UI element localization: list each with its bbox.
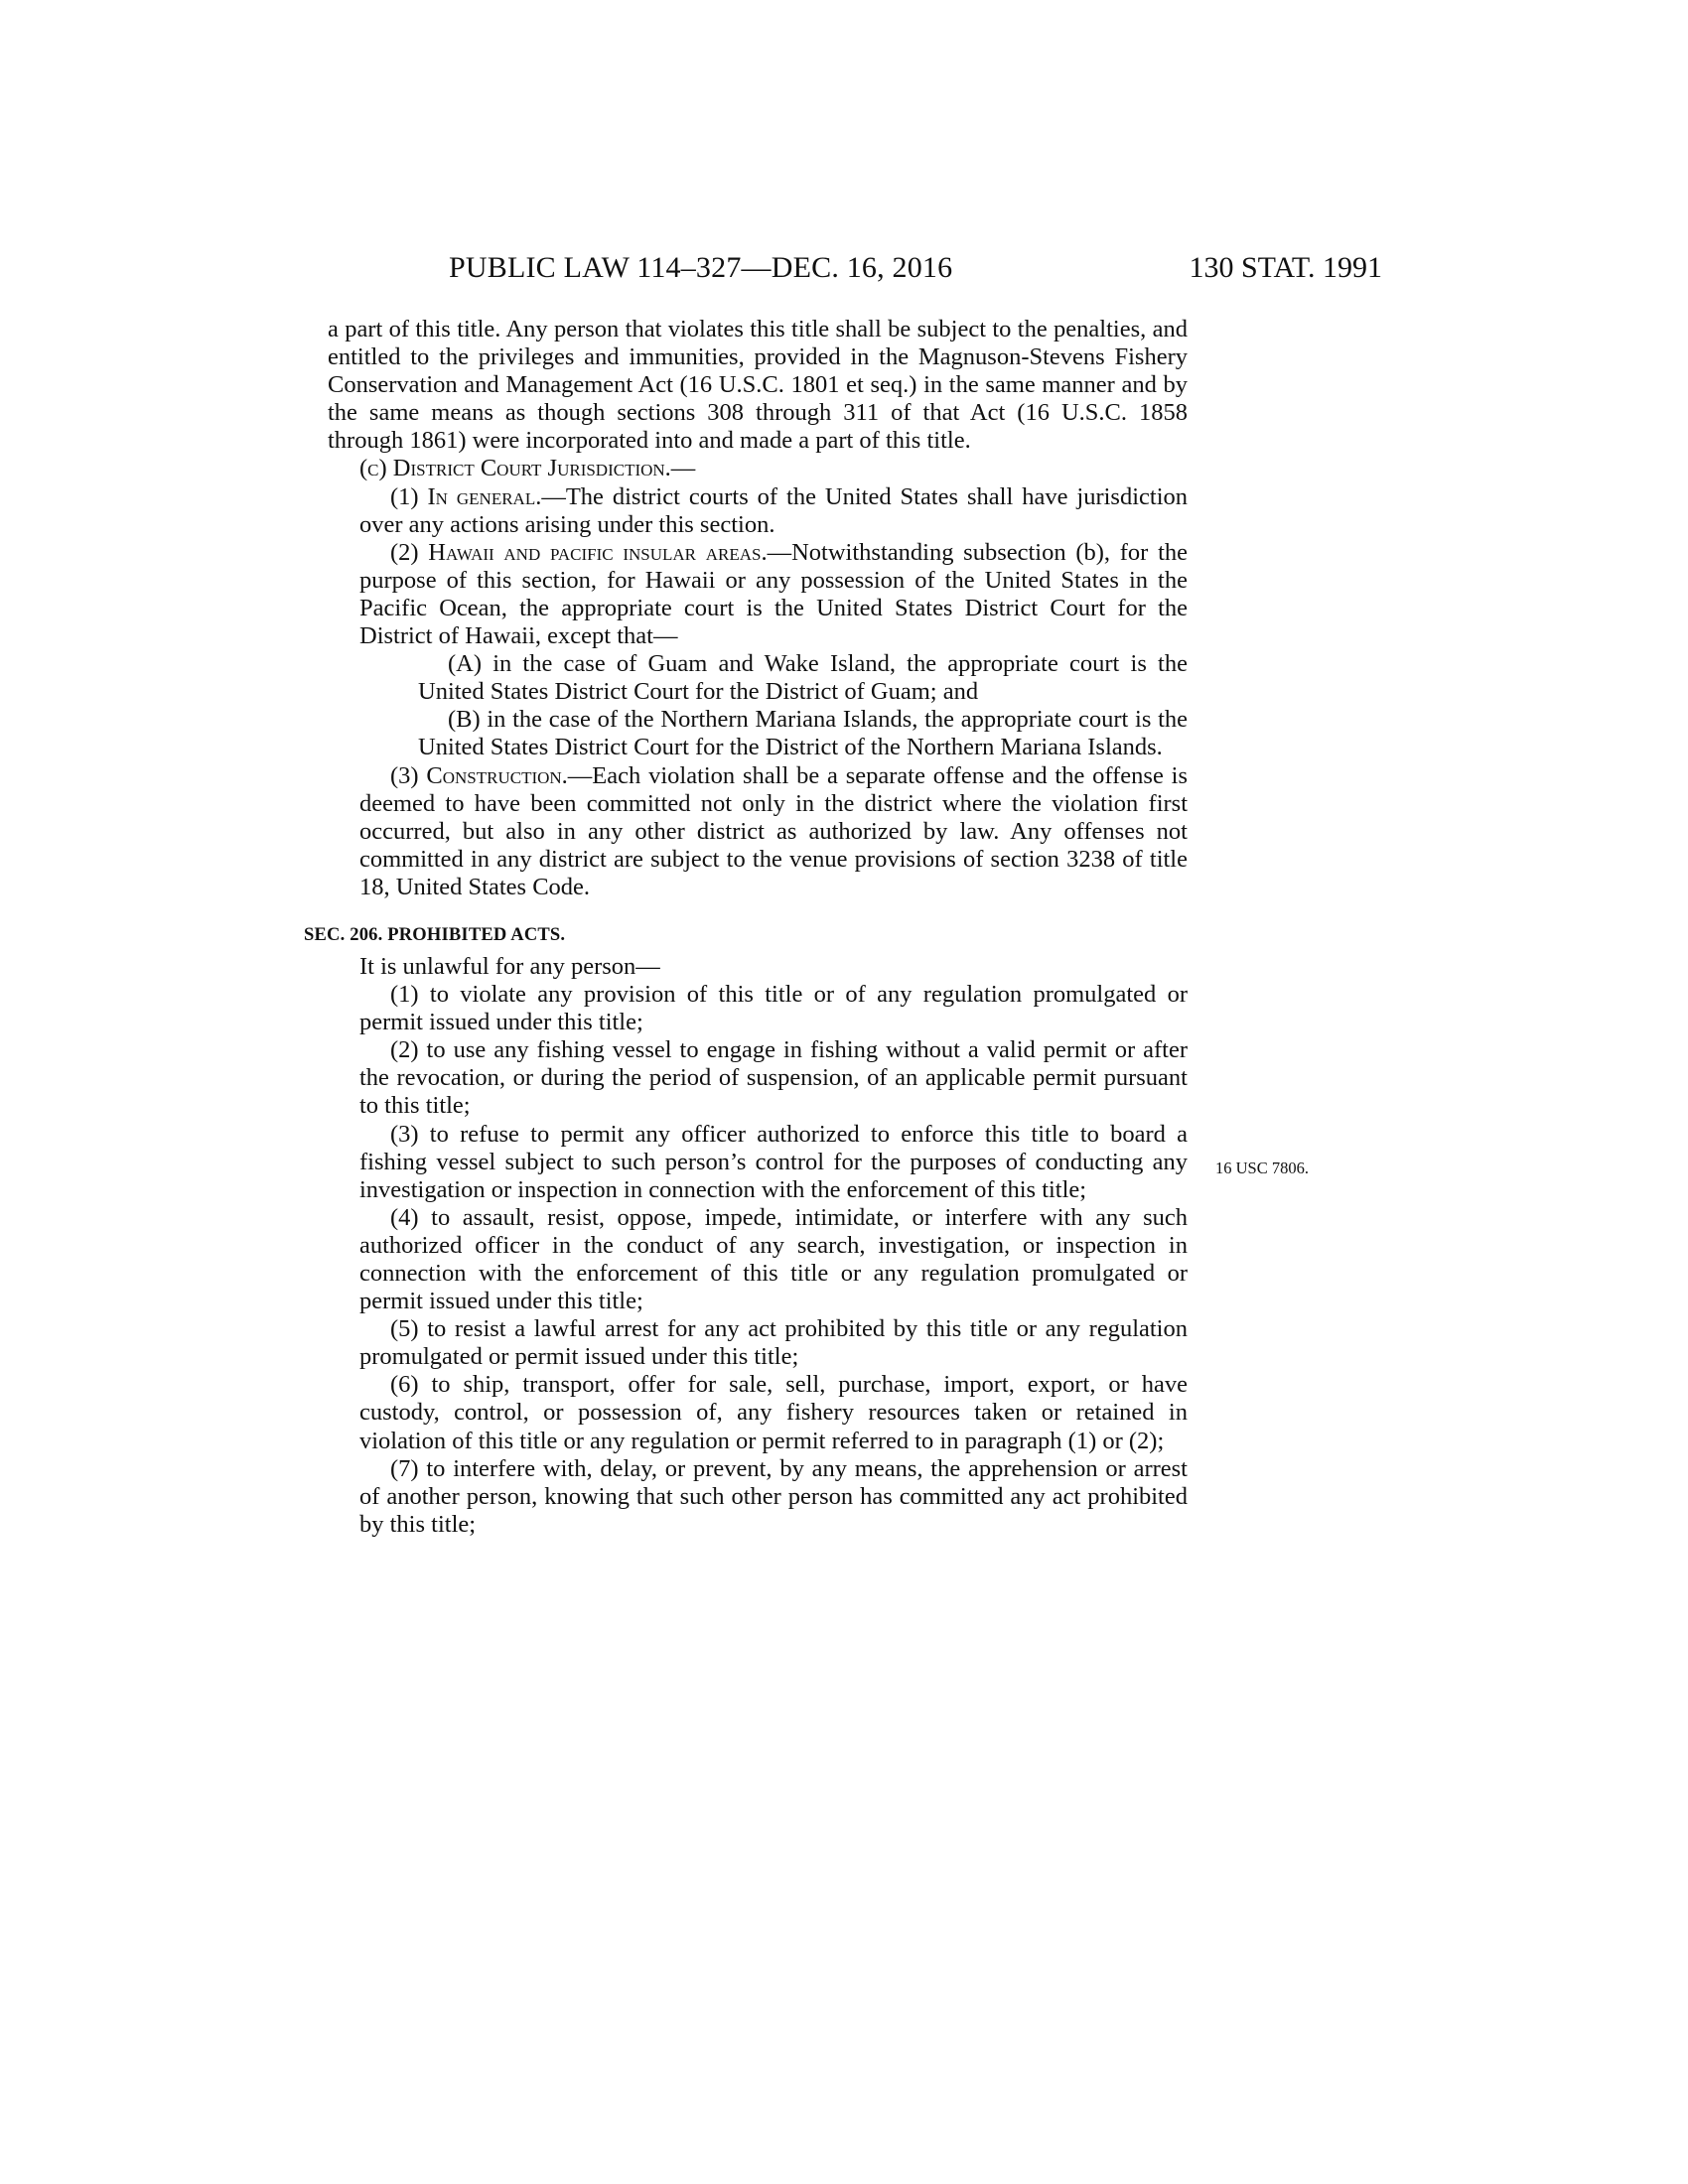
paragraph-c1-label: (1) In general.— bbox=[390, 482, 566, 510]
list-item: (6) to ship, transport, offer for sale, sell, purchase, import, export, or have custody, control, or possession of, any fishery resources taken or retained in violation of this title or any regulation or permit referred to in paragraph (1) or (2); bbox=[359, 1371, 1188, 1454]
paragraph-c2-label: (2) Hawaii and pacific insular areas.— bbox=[390, 538, 792, 566]
running-header bbox=[449, 248, 1382, 288]
paragraph-c2-text: Notwithstanding subsection (b), for the purpose of this section, for Hawaii or any possession of the United States in the Pacific Ocean, the appropriate court is the United States District Court for the District of Hawaii, except that— bbox=[359, 538, 1189, 650]
list-item: (2) to use any fishing vessel to engage in fishing without a valid permit or after the revocation, or during the period of suspension, of an applicable permit pursuant to this title; bbox=[359, 1036, 1188, 1120]
paragraph-continuation: a part of this title. Any person that violates this title shall be subject to the penalties, and entitled to the privileges and immunities, provided in the Magnuson-Stevens Fishery Conservation and Management Act (16 U.S.C. 1801 et seq.) in the same manner and by the same means as though sections 308 through 311 of that Act (16 U.S.C. 1858 through 1861) were incorporated into and made a part of this title. bbox=[328, 316, 1188, 455]
statute-page-number: 130 STAT. 1991 bbox=[1189, 251, 1382, 284]
paragraph-c1-text: The district courts of the United States shall have jurisdiction over any actions arising under this section. bbox=[359, 482, 1188, 538]
subparagraph-c2a: (A) in the case of Guam and Wake Island, the appropriate court is the United States District Court for the District of Guam; and bbox=[418, 650, 1188, 706]
subparagraph-c2b: (B) in the case of the Northern Mariana Islands, the appropriate court is the United States District Court for the District of the Northern Mariana Islands. bbox=[418, 706, 1188, 761]
paragraph-c3-text: Each violation shall be a separate offense and the offense is deemed to have been committed not only in the district where the violation first occurred, but also in any other district as authorized by law. Any offenses not committed in any district are subject to the venue provisions of section 3238 of title 18, United States Code. bbox=[359, 761, 1188, 900]
list-item: (4) to assault, resist, oppose, impede, intimidate, or interfere with any such authorized officer in the conduct of any search, investigation, or inspection in connection with the enforcement of this title or any regulation promulgated or permit issued under this title; bbox=[359, 1203, 1188, 1315]
section-206-heading: SEC. 206. PROHIBITED ACTS. bbox=[304, 924, 566, 945]
public-law-citation: PUBLIC LAW 114–327—DEC. 16, 2016 bbox=[449, 251, 953, 284]
list-item: (1) to violate any provision of this title or of any regulation promulgated or permit issued under this title; bbox=[359, 981, 1188, 1036]
paragraph-c3 bbox=[328, 762, 1188, 901]
section-intro: It is unlawful for any person— bbox=[359, 952, 660, 980]
list-item: (3) to refuse to permit any officer authorized to enforce this title to board a fishing vessel subject to such person’s control for the purposes of conducting any investigation or inspection in connection with the enforcement of this title; bbox=[359, 1120, 1188, 1203]
list-item: (7) to interfere with, delay, or prevent, by any means, the apprehension or arrest of another person, knowing that such other person has committed any act prohibited by this title; bbox=[359, 1454, 1188, 1538]
list-item: (5) to resist a lawful arrest for any act prohibited by this title or any regulation promulgated or permit issued under this title; bbox=[359, 1315, 1188, 1371]
usc-margin-note: 16 USC 7806. bbox=[1215, 1159, 1309, 1177]
subsection-c-heading bbox=[328, 455, 1188, 482]
paragraph-c3-label: (3) Construction.— bbox=[390, 761, 593, 789]
document-body bbox=[304, 316, 1189, 1539]
subsection-c-title: (c) District Court Jurisdiction.— bbox=[359, 455, 696, 482]
paragraph-c2 bbox=[328, 539, 1188, 650]
paragraph-c1 bbox=[328, 483, 1188, 539]
